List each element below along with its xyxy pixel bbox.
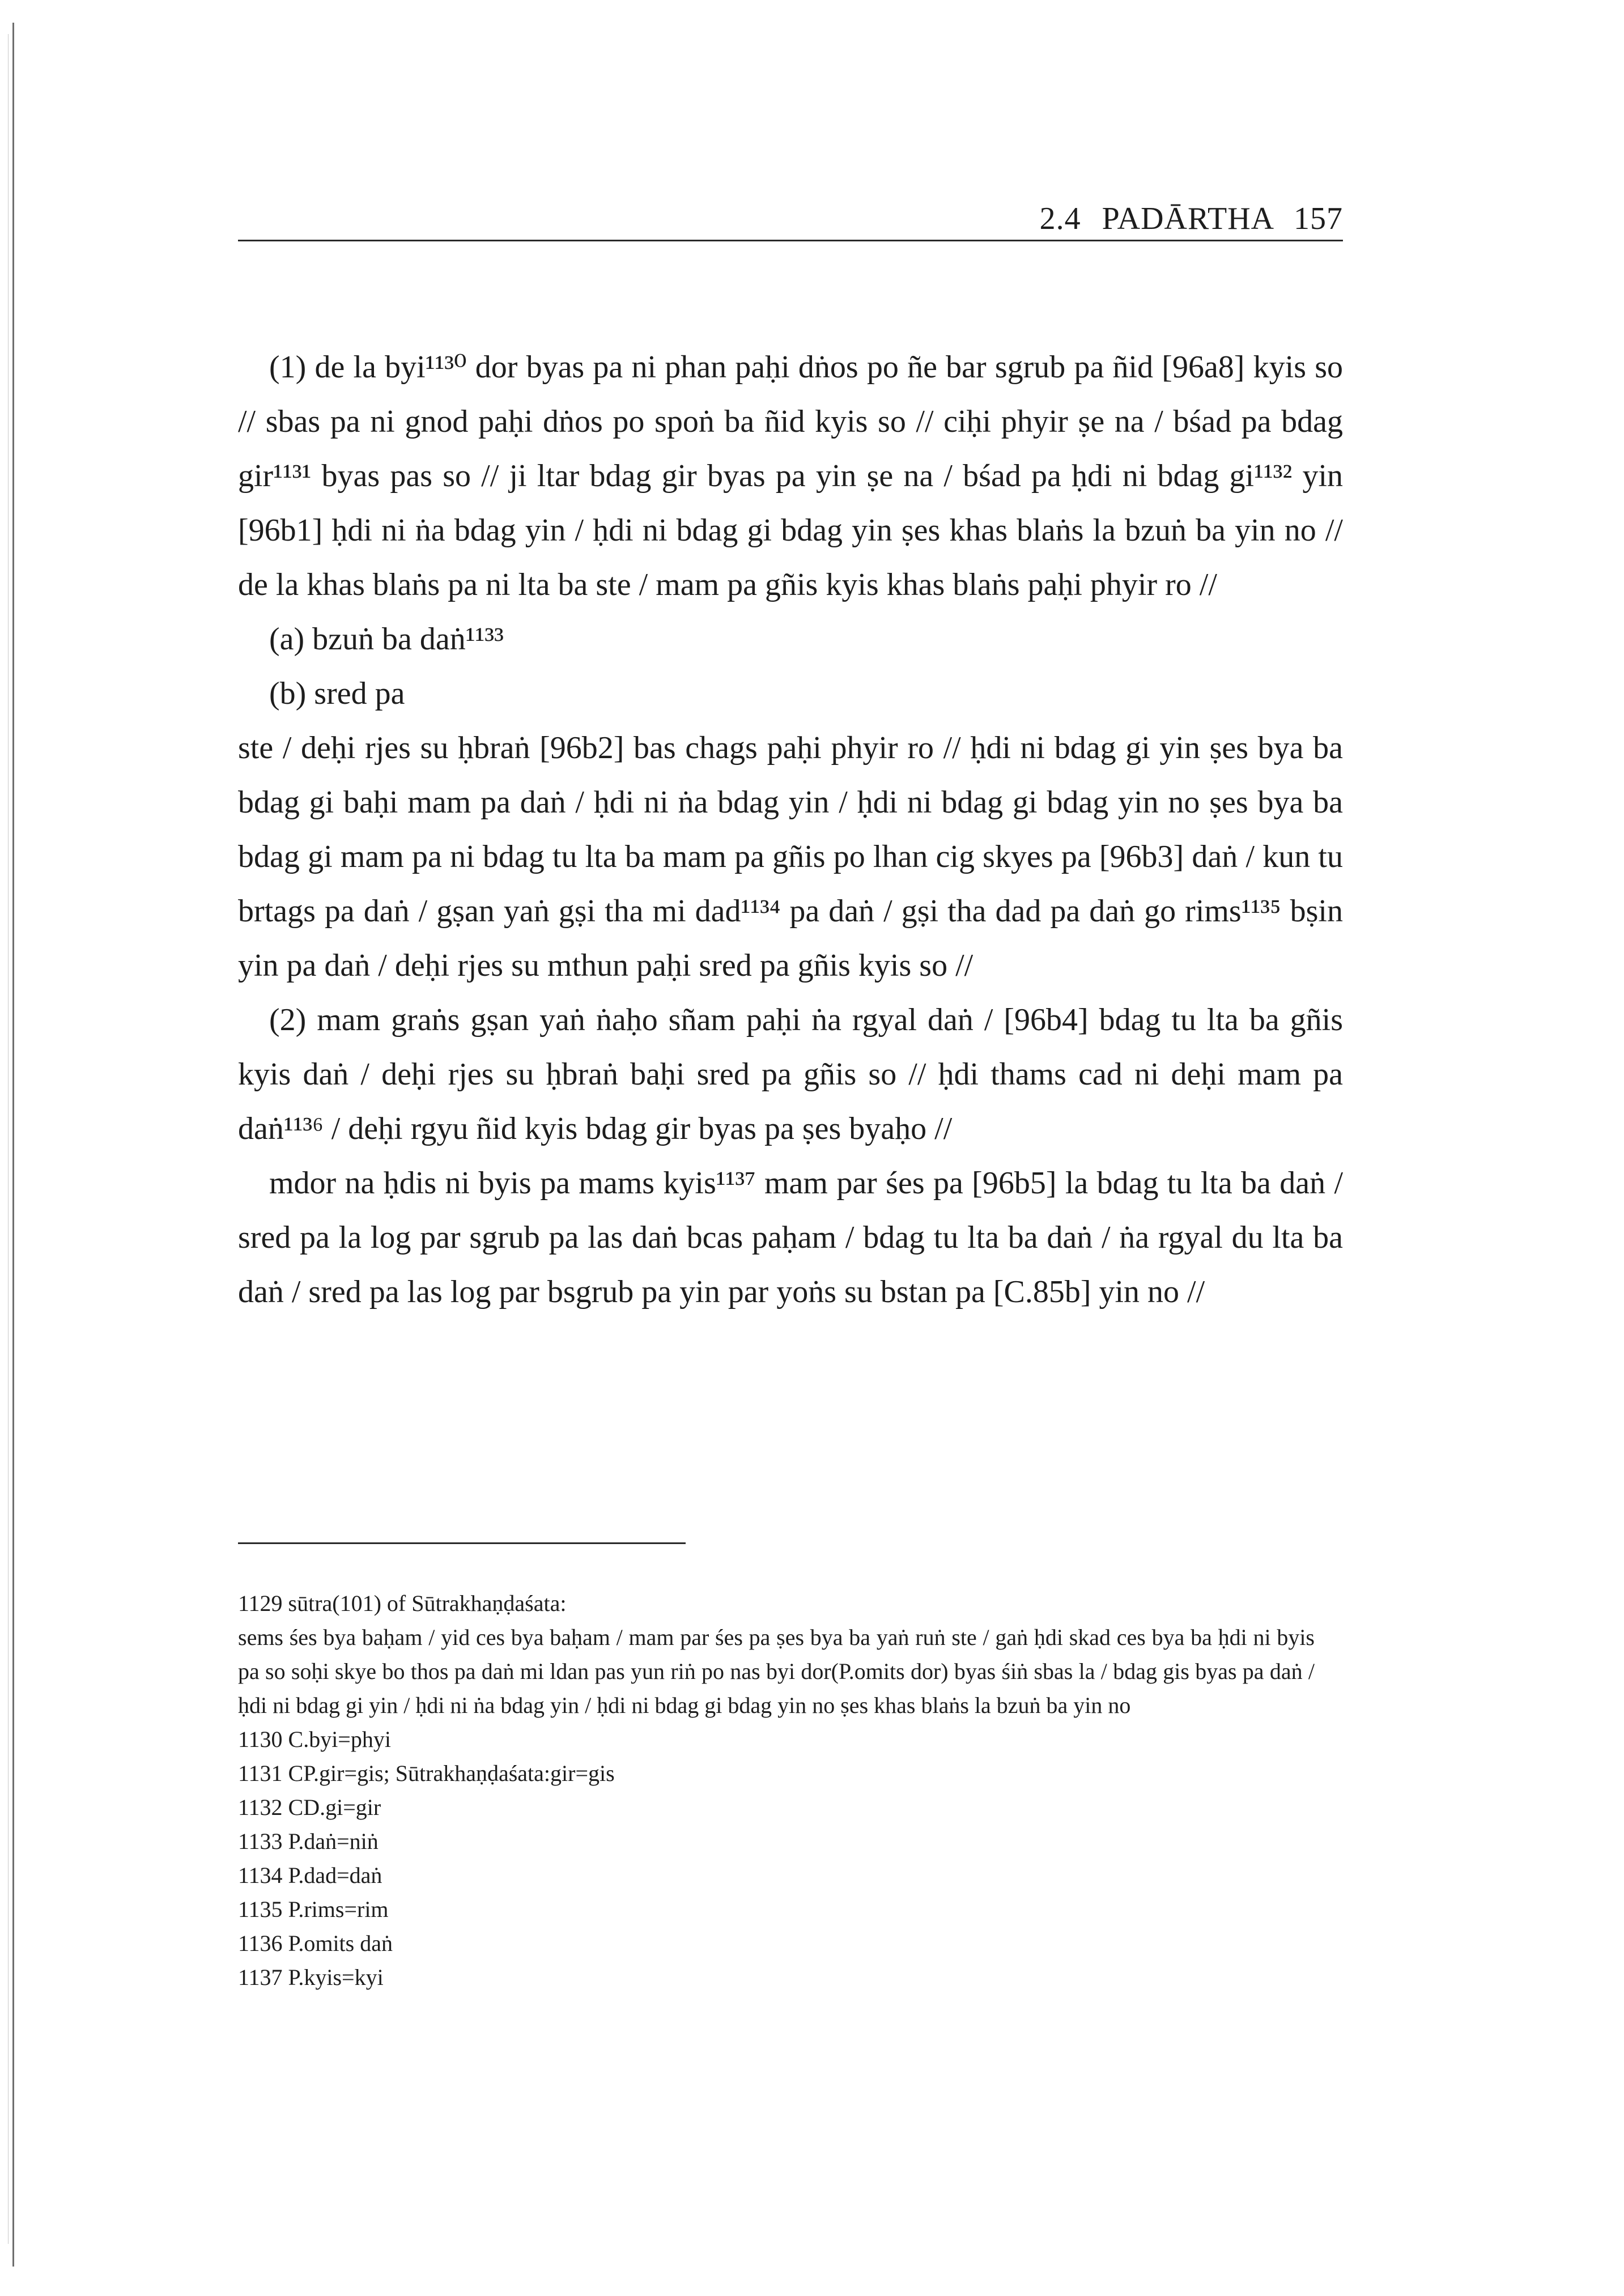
page-number: 157 xyxy=(1294,201,1343,236)
main-text xyxy=(238,340,1343,1319)
paragraph-4: mdor na ḥdis ni byis pa mams kyis¹¹³⁷ mam par śes pa [96b5] la bdag tu lta ba daṅ / sred pa la log par sgrub pa las daṅ bcas paḥam / bdag tu lta ba daṅ / ṅa rgyal du lta ba daṅ / sred pa las log par bsgrub pa yin par yoṅs su bstan pa [C.85b] yin no // xyxy=(238,1166,1343,1309)
list-item-b: (b) sred pa xyxy=(269,676,405,711)
footnote-1134: 1134 P.dad=daṅ xyxy=(238,1863,382,1888)
footnote-rule xyxy=(238,1542,686,1544)
scan-edge xyxy=(0,0,17,2296)
footnotes xyxy=(238,1587,1315,1995)
scan-edge-line xyxy=(12,23,14,2267)
section-title: PADĀRTHA xyxy=(1102,201,1273,236)
footnote-1135: 1135 P.rims=rim xyxy=(238,1897,389,1922)
header-rule xyxy=(238,240,1343,241)
paragraph-1: (1) de la byi¹¹³⁰ dor byas pa ni phan paḥi dṅos po ñe bar sgrub pa ñid [96a8] kyis so // sbas pa ni gnod paḥi dṅos po spoṅ ba ñid kyis so // ciḥi phyir ṣe na / bśad pa bdag gir¹¹³¹ byas pas so // ji ltar bdag gir byas pa yin ṣe na / bśad pa ḥdi ni bdag gi¹¹³² yin [96b1] ḥdi ni ṅa bdag yin / ḥdi ni bdag gi bdag yin ṣes khas blaṅs la bzuṅ ba yin no // de la khas blaṅs pa ni lta ba ste / mam pa gñis kyis khas blaṅs paḥi phyir ro // xyxy=(238,350,1343,602)
list-item-a: (a) bzuṅ ba daṅ¹¹³³ xyxy=(269,622,504,657)
running-head xyxy=(1027,201,1343,237)
running-header xyxy=(238,202,1343,241)
footnote-1136: 1136 P.omits daṅ xyxy=(238,1931,393,1956)
footnote-1130: 1130 C.byi=phyi xyxy=(238,1727,391,1752)
section-number: 2.4 xyxy=(1039,201,1081,236)
footnote-1133: 1133 P.daṅ=niṅ xyxy=(238,1829,379,1854)
footnote-1131: 1131 CP.gir=gis; Sūtrakhaṇḍaśata:gir=gis xyxy=(238,1761,615,1786)
footnote-1129-text: sems śes bya baḥam / yid ces bya baḥam / mam par śes pa ṣes bya ba yaṅ ruṅ ste / gaṅ ḥdi skad ces bya ba ḥdi ni byis pa so soḥi skye bo thos pa daṅ mi ldan pas yun riṅ po nas byi dor(P.omits dor) byas śiṅ sbas la / bdag gis byas pa daṅ / ḥdi ni bdag gi yin / ḥdi ni ṅa bdag yin / ḥdi ni bdag gi bdag yin no ṣes khas blaṅs la bzuṅ ba yin no xyxy=(238,1625,1315,1718)
footnote-1132: 1132 CD.gi=gir xyxy=(238,1795,381,1820)
footnote-1129: 1129 sūtra(101) of Sūtrakhaṇḍaśata: xyxy=(238,1591,567,1616)
footnote-1137: 1137 P.kyis=kyi xyxy=(238,1965,384,1990)
paragraph-2: ste / deḥi rjes su ḥbraṅ [96b2] bas chags paḥi phyir ro // ḥdi ni bdag gi yin ṣes bya ba bdag gi baḥi mam pa daṅ / ḥdi ni ṅa bdag yin / ḥdi ni bdag gi bdag yin no ṣes bya ba bdag gi mam pa ni bdag tu lta ba mam pa gñis po lhan cig skyes pa [96b3] daṅ / kun tu brtags pa daṅ / gṣan yaṅ gṣi tha mi dad¹¹³⁴ pa daṅ / gṣi tha dad pa daṅ go rims¹¹³⁵ bṣin yin pa daṅ / deḥi rjes su mthun paḥi sred pa gñis kyis so // xyxy=(238,730,1343,983)
paragraph-3: (2) mam graṅs gṣan yaṅ ṅaḥo sñam paḥi ṅa rgyal daṅ / [96b4] bdag tu lta ba gñis kyis daṅ / deḥi rjes su ḥbraṅ baḥi sred pa gñis so // ḥdi thams cad ni deḥi mam pa daṅ¹¹³⁶ / deḥi rgyu ñid kyis bdag gir byas pa ṣes byaḥo // xyxy=(238,1002,1343,1146)
